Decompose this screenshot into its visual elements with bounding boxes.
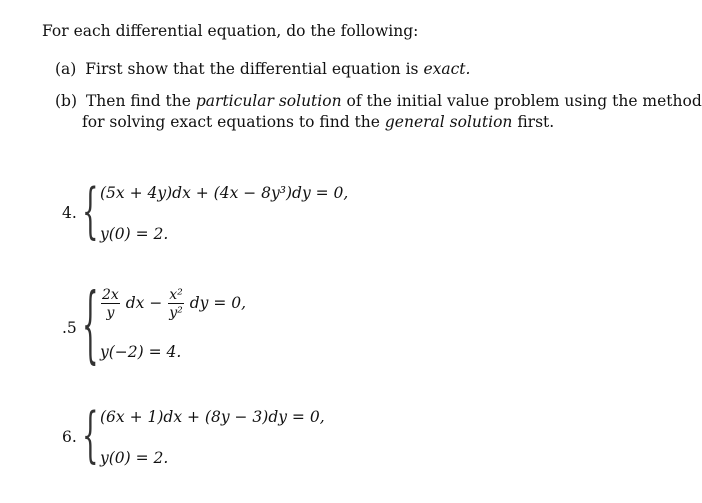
problem-5-number: .5: [62, 319, 77, 337]
problem-5-eq-end: dy = 0,: [189, 294, 247, 312]
part-b-text-4: first.: [517, 113, 555, 131]
part-b-text: Then find the: [85, 92, 191, 110]
part-b-line2: [82, 113, 554, 131]
part-b-text-2: of the initial value problem using the method: [346, 92, 702, 110]
part-a-text: First show that the differential equation is: [85, 60, 419, 78]
part-b-emph-2: general solution: [384, 113, 513, 131]
part-a-label: (a): [55, 60, 77, 78]
problem-5-brace: {: [82, 279, 99, 375]
problem-6-brace: {: [82, 402, 99, 471]
problem-5-initial-condition: y(−2) = 4.: [100, 343, 182, 361]
problem-4-equation: (5x + 4y)dx + (4x − 8y³)dy = 0,: [100, 184, 349, 202]
part-b-label: (b): [55, 92, 78, 110]
problem-6-initial-condition: y(0) = 2.: [100, 449, 169, 467]
fraction-1-numerator: 2x: [102, 287, 119, 303]
part-b-emph: particular solution: [195, 92, 342, 110]
part-a: [55, 60, 470, 78]
problem-5-equation: [100, 288, 246, 320]
fraction-2-numerator: x²: [169, 287, 183, 303]
part-b-line1: [55, 92, 702, 110]
instructions-intro: For each differential equation, do the following:: [42, 22, 419, 40]
part-a-emph: exact.: [423, 60, 471, 78]
problem-5-fraction-1: [101, 288, 120, 320]
problem-6-number: 6.: [62, 428, 77, 446]
problem-6-equation: (6x + 1)dx + (8y − 3)dy = 0,: [100, 408, 325, 426]
fraction-2-denominator: y²: [169, 305, 183, 321]
fraction-1-denominator: y: [106, 305, 115, 321]
problem-5-fraction-2: [168, 288, 184, 320]
problem-5-eq-middle: dx −: [125, 294, 163, 312]
part-b-text-3: for solving exact equations to find the: [82, 113, 380, 131]
problem-4-initial-condition: y(0) = 2.: [100, 225, 169, 243]
problem-4-number: 4.: [62, 204, 77, 222]
problem-4-brace: {: [82, 178, 99, 247]
